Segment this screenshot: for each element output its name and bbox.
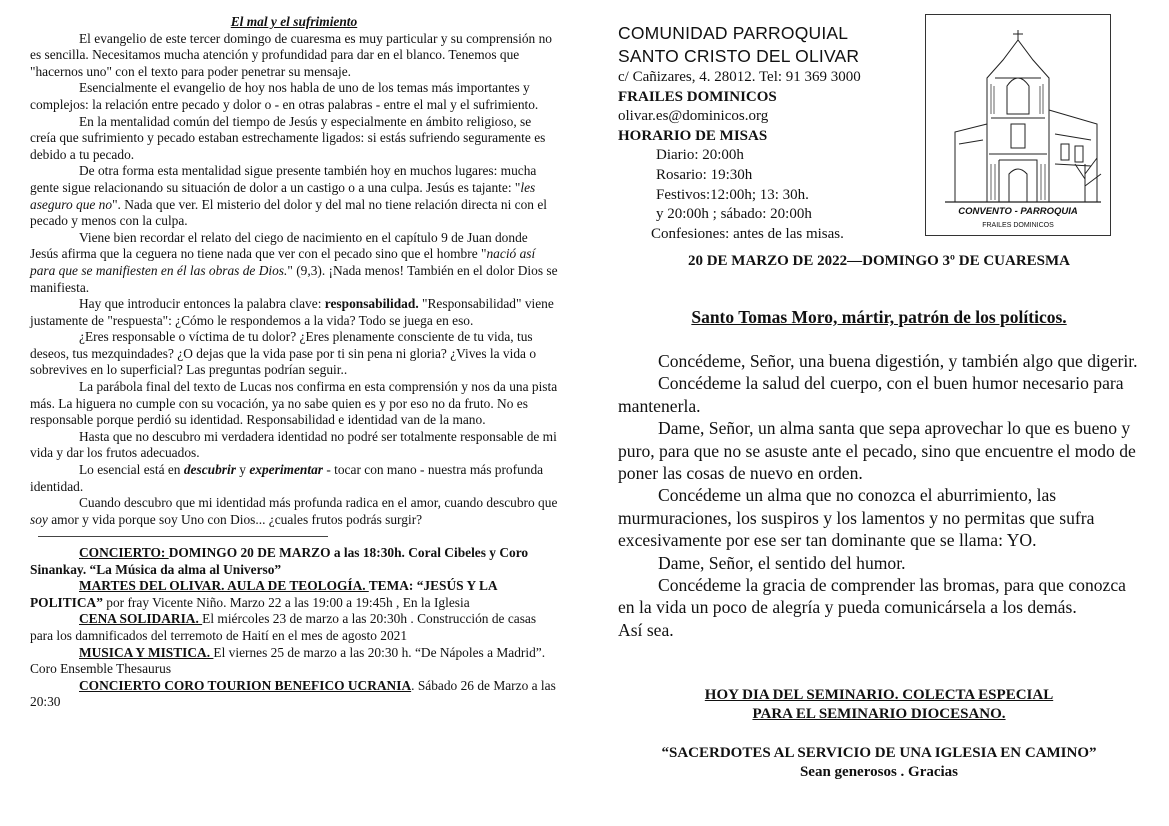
event-detail: por fray Vicente Niño. Marzo 22 a las 19:00 a 19:45h , En la Iglesia: [102, 594, 470, 610]
event-detail: El miércoles 23 de marzo a las 20:30h . Construcción de casas para los damnificados del terremoto de Haití en el mes de agosto 2021: [30, 611, 537, 643]
schedule-daily: Diario: 20:00h: [656, 147, 744, 164]
event-label: MUSICA Y MISTICA.: [79, 644, 214, 660]
prayer-paragraph: Concédeme la gracia de comprender las bromas, para que conozca en la vida un poco de alegría y pueda comunicársela a los demás.: [618, 575, 1126, 618]
text-run: amor y vida porque soy Uno con Dios... ¿cuales frutos podrás surgir?: [47, 511, 423, 527]
paragraph: [30, 462, 558, 495]
prayer-closing: Así sea.: [618, 619, 674, 640]
prayer-paragraph: Concédeme un alma que no conozca el aburrimiento, las murmuraciones, los suspiros y los lamentos y no permitas que sufra excesivamente por ese ser tan dominante que se llama: YO.: [618, 485, 1095, 551]
divider-line: [38, 536, 328, 537]
schedule-evening: y 20:00h ; sábado: 20:00h: [656, 206, 812, 223]
text-run: ". Nada que ver. El misterio del dolor y del mal no tiene relación directa ni con el pecado y menos con la culpa.: [30, 196, 548, 229]
paragraph: [30, 495, 558, 545]
notice-line: PARA EL SEMINARIO DIOCESANO.: [752, 706, 1006, 722]
seminary-collection-notice: [618, 686, 1140, 724]
event-detail: . Sábado 26 de Marzo a las 20:30: [30, 677, 556, 710]
paragraph: En la mentalidad común del tiempo de Jesús y especialmente en ámbito religioso, se creía que sufrimiento y pecado estaban estrechamente ligados: si estás sufriendo seguramente es debido a tu pecado.: [30, 113, 546, 162]
parish-name-line2: SANTO CRISTO DEL OLIVAR: [618, 46, 860, 66]
parish-name-line1: COMUNIDAD PARROQUIAL: [618, 23, 849, 43]
text-run: y: [235, 462, 250, 478]
paragraph: La parábola final del texto de Lucas nos confirma en esta comprensión y nos da una pista más. La higuera no cumple con su vocación, ya no sabe quien es y por eso no da fruto. No es responsable porque perdió su identidad. Responsabilidad e identidad van de la mano.: [30, 379, 558, 428]
text-run: Hay que introducir entonces la palabra clave:: [79, 296, 325, 312]
event-label: MARTES DEL OLIVAR. AULA DE TEOLOGÍA.: [79, 578, 369, 594]
event-martes-olivar: [30, 578, 558, 611]
church-sketch-image: [925, 14, 1111, 236]
event-detail: DOMINGO 20 DE MARZO a las 18:30h. Coral Cibeles y Coro Sinankay. “La Música da alma al Universo”: [30, 545, 529, 577]
mass-schedule-heading: HORARIO DE MISAS: [618, 127, 768, 144]
motto-thanks: Sean generosos . Gracias: [799, 764, 959, 780]
paragraph: El evangelio de este tercer domingo de cuaresma es muy particular y su comprensión no es sencilla. Necesitamos mucha atención y profundidad para dar en el blanco. Tenemos que "hacernos uno" con el texto para poder penetrar su mensaje.: [30, 30, 552, 79]
schedule-rosary: Rosario: 19:30h: [656, 166, 753, 183]
prayer-paragraph: Concédeme la salud del cuerpo, con el buen humor necesario para mantenerla.: [618, 373, 1124, 416]
parish-address: c/ Cañizares, 4. 28012. Tel: 91 369 3000: [618, 69, 861, 85]
prayer-paragraph: Dame, Señor, el sentido del humor.: [658, 552, 906, 573]
text-run: "Responsabilidad" viene justamente de "respuesta": ¿Cómo le respondemos a la vida? Todo se juega en eso.: [30, 296, 554, 328]
event-cena-solidaria: [30, 611, 558, 644]
notice-line: HOY DIA DEL SEMINARIO. COLECTA ESPECIAL: [704, 687, 1054, 703]
prayer-body: [618, 350, 1140, 641]
text-run: " (9,3). ¡Nada menos! También en el dolor Dios se manifiesta.: [30, 262, 558, 295]
paragraph: [30, 296, 558, 329]
text-run: - tocar con mano - nuestra más profunda identidad.: [30, 462, 544, 494]
frailes-heading: FRAILES DOMINICOS: [618, 88, 777, 105]
prayer-title: Santo Tomas Moro, mártir, patrón de los políticos.: [691, 307, 1067, 327]
motto: [618, 744, 1140, 782]
text-run: Viene bien recordar el relato del ciego de nacimiento en el capítulo 9 de Juan donde Jesús afirma que la ceguera no tiene nada que ver con el pecado sino que el hombre ": [30, 229, 528, 262]
reflection-title: El mal y el sufrimiento: [230, 14, 358, 29]
prayer-paragraph: Dame, Señor, un alma santa que sepa aprovechar lo que es bueno y puro, para que no se asuste ante el pecado, sino que encuentre el modo de poner las cosas de nuevo en orden.: [618, 418, 1136, 484]
paragraph: [30, 230, 558, 296]
schedule-confessions: Confesiones: antes de las misas.: [651, 225, 844, 242]
paragraph: Hasta que no descubro mi verdadera identidad no podré ser totalmente responsable de mi vida y dar los frutos adecuados.: [30, 428, 557, 461]
date-line: 20 DE MARZO DE 2022—DOMINGO 3º DE CUARESMA: [687, 253, 1071, 269]
event-label: CONCIERTO:: [79, 545, 169, 560]
paragraph: Esencialmente el evangelio de hoy nos habla de uno de los temas más importantes y complejos: la relación entre pecado y dolor o - en otras palabras - entre el mal y el sufrimiento.: [30, 80, 539, 112]
text-run: Lo esencial está en: [79, 462, 184, 478]
prayer-paragraph: Concédeme, Señor, una buena digestión, y también algo que digerir.: [658, 351, 1138, 371]
paragraph: ¿Eres responsable o víctima de tu dolor? ¿Eres plenamente consciente de tu vida, tus deseos, tus mezquindades? ¿O dejas que la vida pase por ti sin pena ni gloria? ¿Vives la vida o sobrevives en lo superficial? Las preguntas podrían seguir..: [30, 329, 537, 378]
event-concierto: [30, 545, 558, 578]
event-musica-mistica: [30, 645, 558, 678]
text-run: De otra forma esta mentalidad sigue presente también hoy en muchos lugares: mucha gente sigue relacionando su situación de dolor a un castigo o a una culpa. Jesús es tajante: ": [30, 163, 537, 195]
sketch-caption: CONVENTO - PARROQUIA: [958, 206, 1078, 217]
italic-quote: les aseguro que no: [30, 179, 536, 212]
italic-word: soy: [30, 511, 48, 527]
motto-line: “SACERDOTES AL SERVICIO DE UNA IGLESIA EN CAMINO”: [661, 745, 1097, 761]
reflection-column: [30, 14, 558, 711]
event-detail: TEMA: “JESÚS Y LA POLITICA”: [30, 578, 497, 610]
event-label: CENA SOLIDARIA.: [79, 611, 203, 627]
italic-quote: nació así para que se manifiesten en él las obras de Dios.: [30, 246, 536, 278]
parish-email: olivar.es@dominicos.org: [618, 108, 769, 125]
schedule-holidays: Festivos:12:00h; 13: 30h.: [656, 186, 809, 203]
keyword: responsabilidad.: [324, 296, 419, 312]
event-detail: El viernes 25 de marzo a las 20:30 h. “De Nápoles a Madrid”. Coro Ensemble Thesaurus: [30, 644, 546, 677]
paragraph: [30, 163, 558, 229]
keyword: experimentar: [249, 462, 323, 478]
event-concierto-ucrania: [30, 678, 558, 711]
keyword: descubrir: [183, 462, 236, 478]
text-run: Cuando descubro que mi identidad más profunda radica en el amor, cuando descubro que: [79, 495, 558, 511]
sketch-subcaption: FRAILES DOMINICOS: [982, 222, 1054, 229]
event-label: CONCIERTO CORO TOURION BENEFICO UCRANIA: [79, 677, 412, 693]
